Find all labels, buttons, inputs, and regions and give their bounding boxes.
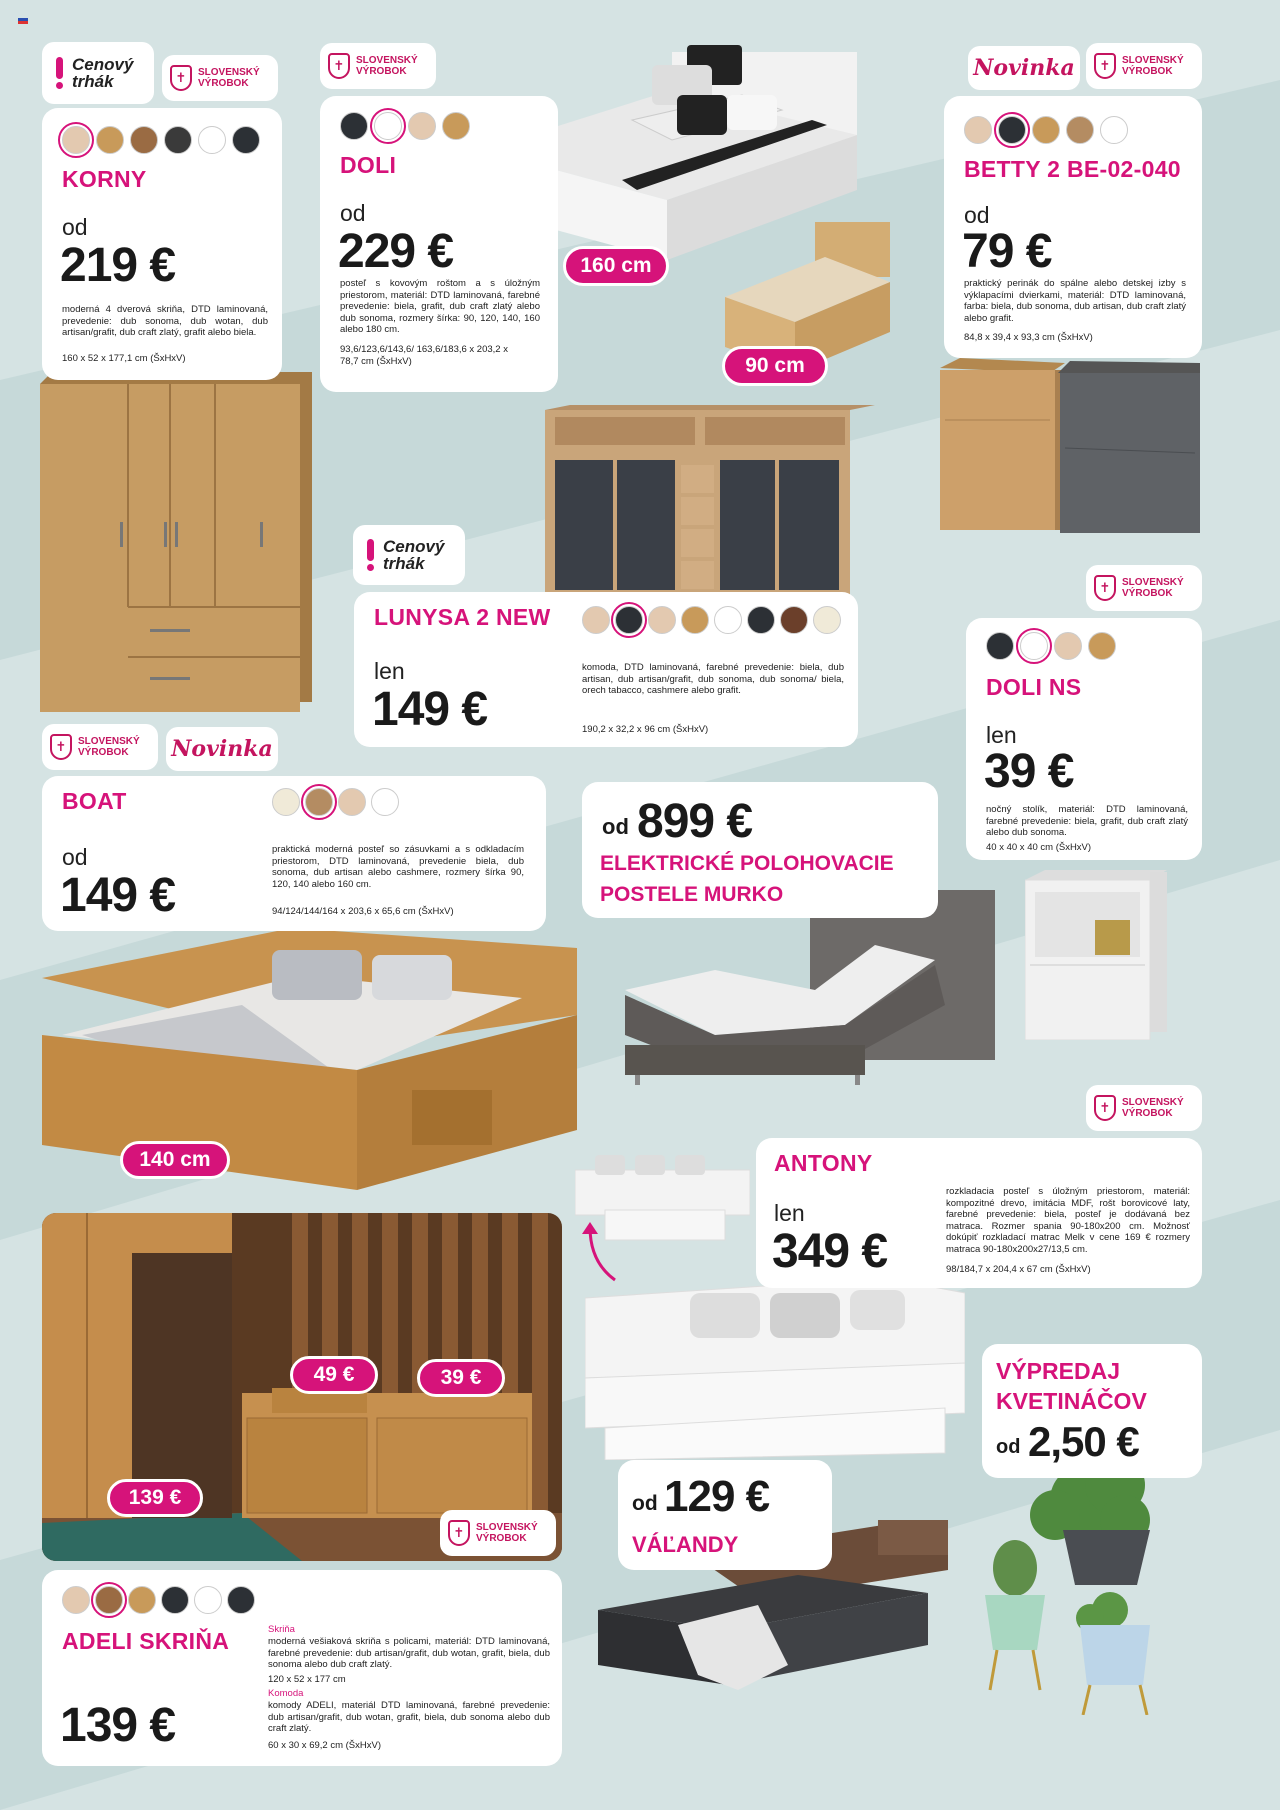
color-swatch[interactable] <box>374 112 402 140</box>
price: 219 € <box>60 239 176 292</box>
product-description: moderná vešiaková skriňa s policami, materiál: DTD laminovaná, farebné prevedenie: dub artisan/grafit, dub wotan, grafit, biela, dub sonoma alebo dub craft zlatý. <box>268 1636 550 1670</box>
size-pill: 160 cm <box>563 246 669 286</box>
subtitle-komoda: Komoda <box>268 1688 304 1699</box>
color-swatch[interactable] <box>338 788 366 816</box>
color-swatch[interactable] <box>62 1586 90 1614</box>
slovensky-vyrobok-label: SLOVENSKÝ VÝROBOK <box>356 55 418 77</box>
lunysa-sideboard-image <box>545 405 875 605</box>
color-swatch[interactable] <box>62 126 90 154</box>
slovensky-vyrobok-badge <box>162 55 278 101</box>
product-description: komody ADELI, materiál DTD laminovaná, farebné prevedenie: dub artisan/grafit, dub wotan, grafit, biela, dub sonoma alebo dub craft zlatý. <box>268 1700 550 1734</box>
color-swatch[interactable] <box>1054 632 1082 660</box>
color-swatch[interactable] <box>442 112 470 140</box>
color-swatches <box>340 112 470 140</box>
color-swatch[interactable] <box>681 606 709 634</box>
color-swatch[interactable] <box>1100 116 1128 144</box>
slovensky-vyrobok-badge <box>440 1510 556 1556</box>
color-swatch[interactable] <box>714 606 742 634</box>
vypredaj-promo <box>982 1344 1202 1478</box>
price-prefix: len <box>986 722 1017 748</box>
price-pill: 39 € <box>417 1359 505 1397</box>
color-swatch[interactable] <box>305 788 333 816</box>
product-description: nočný stolík, materiál: DTD laminovaná, farebné prevedenie: biela, grafit, dub craft zlatý alebo dub sonoma. <box>986 804 1188 838</box>
price: 899 € <box>637 795 753 848</box>
color-swatch[interactable] <box>780 606 808 634</box>
color-swatch[interactable] <box>998 116 1026 144</box>
lunysa-card <box>354 592 858 747</box>
slovensky-vyrobok-label: SLOVENSKÝ VÝROBOK <box>1122 55 1184 77</box>
product-dimensions: 60 x 30 x 69,2 cm (ŠxHxV) <box>268 1740 381 1751</box>
size-pill: 140 cm <box>120 1141 230 1179</box>
color-swatch[interactable] <box>1020 632 1048 660</box>
wardrobe-image <box>40 372 312 712</box>
product-name: ANTONY <box>774 1150 873 1176</box>
price-prefix: od <box>62 844 88 870</box>
cenovy-trhak-label: Cenový trhák <box>72 55 134 91</box>
slovensky-vyrobok-label: SLOVENSKÝ VÝROBOK <box>476 1522 538 1544</box>
color-swatch[interactable] <box>161 1586 189 1614</box>
price: 229 € <box>338 225 454 278</box>
color-swatch[interactable] <box>272 788 300 816</box>
shield-icon: ✝ <box>448 1520 470 1546</box>
color-swatch[interactable] <box>95 1586 123 1614</box>
product-dimensions: 93,6/123,6/143,6/ 163,6/183,6 x 203,2 x 78,7 cm (ŠxHxV) <box>340 344 508 367</box>
price-pill: 139 € <box>107 1479 203 1517</box>
product-dimensions: 40 x 40 x 40 cm (ŠxHxV) <box>986 842 1092 853</box>
valandy-promo <box>618 1460 832 1570</box>
color-swatch[interactable] <box>164 126 192 154</box>
color-swatches <box>62 1586 255 1614</box>
slovensky-vyrobok-badge <box>1086 43 1202 89</box>
product-dimensions: 120 x 52 x 177 cm <box>268 1674 346 1685</box>
product-dimensions: 84,8 x 39,4 x 93,3 cm (ŠxHxV) <box>964 332 1093 343</box>
color-swatch[interactable] <box>964 116 992 144</box>
price-prefix: od <box>340 200 366 226</box>
product-name: BETTY 2 BE-02-040 <box>964 156 1181 182</box>
price-prefix: len <box>774 1200 805 1226</box>
arrow-icon <box>580 1222 620 1284</box>
promo-title: VÁĽANDY <box>632 1532 739 1557</box>
price: 149 € <box>372 683 488 736</box>
color-swatches <box>986 632 1116 660</box>
price-prefix: od <box>964 202 990 228</box>
slovensky-vyrobok-badge <box>42 724 158 770</box>
product-name: ADELI SKRIŇA <box>62 1628 230 1654</box>
price: 139 € <box>60 1699 176 1752</box>
product-name: DOLI NS <box>986 674 1082 700</box>
betty-card <box>944 96 1202 358</box>
slovensky-vyrobok-label: SLOVENSKÝ VÝROBOK <box>1122 577 1184 599</box>
price: 349 € <box>772 1225 888 1278</box>
flag-icon <box>18 18 28 21</box>
product-description: posteľ s kovovým roštom a s úložným priestorom, materiál: DTD laminovaná, farebné prevedenie: biela, grafit, dub craft zlatý alebo dub sonoma, rozmery šírka: 90, 120, 140, 160 alebo 180 cm. <box>340 278 540 335</box>
color-swatch[interactable] <box>747 606 775 634</box>
korny-card <box>42 108 282 380</box>
color-swatch[interactable] <box>582 606 610 634</box>
cenovy-trhak-label: Cenový trhák <box>383 537 445 573</box>
product-name: DOLI <box>340 152 397 178</box>
color-swatches <box>964 116 1128 144</box>
price: 39 € <box>984 745 1074 798</box>
cenovy-trhak-badge <box>353 525 465 585</box>
slovensky-vyrobok-badge <box>1086 1085 1202 1131</box>
color-swatch[interactable] <box>615 606 643 634</box>
antony-card <box>756 1138 1202 1288</box>
color-swatch[interactable] <box>227 1586 255 1614</box>
color-swatch[interactable] <box>648 606 676 634</box>
slovensky-vyrobok-label: SLOVENSKÝ VÝROBOK <box>198 67 260 89</box>
product-dimensions: 98/184,7 x 204,4 x 67 cm (ŠxHxV) <box>946 1264 1091 1275</box>
price-prefix: od <box>602 814 629 839</box>
promo-title: KVETINÁČOV <box>996 1388 1147 1414</box>
nightstand-image <box>1025 870 1167 1040</box>
slovensky-vyrobok-label: SLOVENSKÝ VÝROBOK <box>1122 1097 1184 1119</box>
promo-title: VÝPREDAJ <box>996 1358 1120 1384</box>
price-prefix: len <box>374 658 405 684</box>
color-swatch[interactable] <box>340 112 368 140</box>
shield-icon: ✝ <box>328 53 350 79</box>
shield-icon: ✝ <box>1094 1095 1116 1121</box>
exclamation-icon <box>363 535 377 575</box>
subtitle-skrina: Skriňa <box>268 1624 295 1635</box>
color-swatch[interactable] <box>1088 632 1116 660</box>
color-swatch[interactable] <box>408 112 436 140</box>
exclamation-icon <box>52 53 66 93</box>
price: 2,50 € <box>1028 1418 1139 1465</box>
color-swatch[interactable] <box>371 788 399 816</box>
promo-title: ELEKTRICKÉ POLOHOVACIE POSTELE MURKO <box>600 852 894 906</box>
product-name: LUNYSA 2 NEW <box>374 604 551 630</box>
price-prefix: od <box>62 214 88 240</box>
product-description: komoda, DTD laminovaná, farebné prevedenie: biela, dub artisan, dub artisan/grafit, dub sonoma, dub sonoma/ biela, orech tabacco, cashmere alebo grafit. <box>582 662 844 696</box>
shield-icon: ✝ <box>170 65 192 91</box>
price: 149 € <box>60 869 176 922</box>
novinka-badge: Novinka <box>166 727 278 771</box>
novinka-badge: Novinka <box>968 46 1080 90</box>
shield-icon: ✝ <box>1094 575 1116 601</box>
doli-card <box>320 96 558 392</box>
product-description: rozkladacia posteľ s úložným priestorom, materiál: kompozitné drevo, imitácia MDF, rošt borovicové laty, farebné prevedenie: biela, posteľ je dodávaná bez matraca. Rozmer spania 90-180x200 cm. Možnosť dokúpiť rozkladací matrac Melk v cene 169 € rozmery matraca 90-180x200x27/13,5 cm. <box>946 1186 1190 1255</box>
color-swatch[interactable] <box>130 126 158 154</box>
price-prefix: od <box>632 1492 658 1515</box>
doli-ns-card <box>966 618 1202 860</box>
color-swatch[interactable] <box>813 606 841 634</box>
shield-icon: ✝ <box>50 734 72 760</box>
product-dimensions: 160 x 52 x 177,1 cm (ŠxHxV) <box>62 353 186 364</box>
color-swatch[interactable] <box>96 126 124 154</box>
slovensky-vyrobok-label: SLOVENSKÝ VÝROBOK <box>78 736 140 758</box>
color-swatch[interactable] <box>128 1586 156 1614</box>
color-swatches <box>582 606 841 634</box>
plant-pots-image <box>975 1460 1205 1715</box>
slovensky-vyrobok-badge <box>1086 565 1202 611</box>
color-swatch[interactable] <box>198 126 226 154</box>
adeli-card <box>42 1570 562 1766</box>
product-name: KORNY <box>62 166 147 192</box>
shoe-cabinet-image <box>940 358 1205 536</box>
product-name: BOAT <box>62 788 127 814</box>
product-dimensions: 94/124/144/164 x 203,6 x 65,6 cm (ŠxHxV) <box>272 906 454 917</box>
product-description: praktická moderná posteľ so zásuvkami a s odkladacím priestorom, DTD laminovaná, prevedenie biela, dub sonoma, dub artisan alebo cashmere, rozmery šírka 90, 120, 140 alebo 160 cm. <box>272 844 524 890</box>
shield-icon: ✝ <box>1094 53 1116 79</box>
price-pill: 49 € <box>290 1356 378 1394</box>
slovensky-vyrobok-badge <box>320 43 436 89</box>
size-pill: 90 cm <box>722 346 828 386</box>
color-swatch[interactable] <box>986 632 1014 660</box>
murko-promo <box>582 782 938 918</box>
price: 79 € <box>962 225 1052 278</box>
price-prefix: od <box>996 1436 1021 1458</box>
boat-card <box>42 776 546 931</box>
color-swatch[interactable] <box>194 1586 222 1614</box>
product-description: moderná 4 dverová skriňa, DTD laminovaná, prevedenie: dub sonoma, dub wotan, dub artisan/grafit, dub craft zlatý, grafit alebo biela. <box>62 304 268 338</box>
price: 129 € <box>664 1472 770 1521</box>
color-swatches <box>272 788 399 816</box>
color-swatch[interactable] <box>1066 116 1094 144</box>
product-dimensions: 190,2 x 32,2 x 96 cm (ŠxHxV) <box>582 724 709 735</box>
color-swatch[interactable] <box>232 126 260 154</box>
antony-daybed-image <box>585 1278 965 1460</box>
color-swatches <box>62 126 260 154</box>
color-swatch[interactable] <box>1032 116 1060 144</box>
cenovy-trhak-badge <box>42 42 154 104</box>
product-description: praktický perinák do spálne alebo detskej izby s výklapacími dvierkami, materiál: DTD laminovaná, farba: biela, dub sonoma, dub artisan, dub craft zlatý alebo grafit. <box>964 278 1186 324</box>
